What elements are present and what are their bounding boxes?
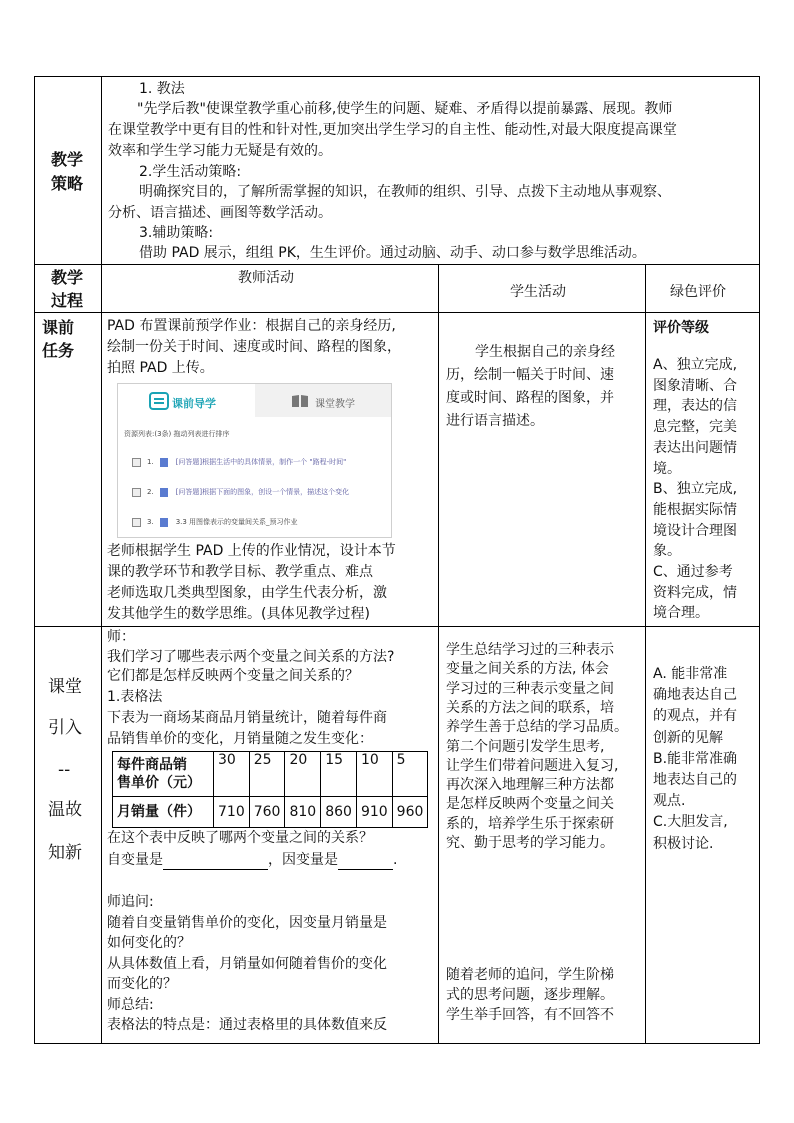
- intro-label: --: [58, 760, 71, 780]
- preclass-student-line: 学生根据自己的亲身经: [475, 344, 615, 360]
- intro-label: 课堂: [48, 677, 82, 697]
- intro-student-line: 究、勤于思考的学习能力。: [446, 835, 614, 851]
- sales-cell: 960: [392, 797, 428, 828]
- independent-blank[interactable]: [163, 851, 268, 870]
- sales-cell: 910: [356, 797, 392, 828]
- intro-evaluation-line: B.能非常准确: [653, 750, 738, 767]
- evaluation-line: 象。: [653, 543, 681, 560]
- intro-teacher-line-b: 表格法的特点是：通过表格里的具体数值来反: [107, 1017, 387, 1033]
- resource-list-label: 资源列表:(3条) 拖动列表进行排序: [124, 430, 230, 438]
- strategy-header-2: 策略: [51, 174, 84, 193]
- intro-teacher-line: 它们都是怎样反映两个变量之间关系的？: [107, 668, 359, 684]
- sales-table: [112, 751, 428, 828]
- item-text: [问答题]根据生活中的具体情景，制作一个 "路程-时间": [175, 458, 347, 466]
- col-divider-1: [101, 76, 102, 1044]
- period: .: [393, 852, 398, 868]
- table-border-top: [34, 76, 760, 77]
- evaluation-line: C、通过参考: [653, 564, 733, 580]
- row-divider-header: [34, 312, 760, 313]
- sales-cell: 760: [249, 797, 285, 828]
- preclass-teacher-line2: 老师根据学生 PAD 上传的作业情况，设计本节: [107, 543, 396, 559]
- intro-variables-line: [107, 850, 397, 870]
- intro-teacher-line-b: 师总结:: [107, 997, 154, 1013]
- intro-student-line: 再次深入地理解三种方法都: [446, 777, 614, 794]
- col-divider-2: [438, 264, 439, 1044]
- tab-classroom-teaching[interactable]: [255, 384, 391, 417]
- intro-evaluation-line: A. 能非常准: [653, 666, 728, 682]
- evaluation-line: 图象清晰、合: [653, 377, 737, 394]
- intro-teacher-line-b: 从具体数值上看，月销量如何随着售价的变化: [107, 956, 387, 972]
- evaluation-line: 理，表达的信: [653, 398, 737, 415]
- item-number: 1.: [147, 458, 154, 466]
- price-cell: 25: [249, 752, 285, 797]
- strategy-line: 2.学生活动策略:: [139, 164, 242, 180]
- tab-classroom-label: 课堂教学: [315, 399, 355, 410]
- evaluation-line: 境设计合理图: [653, 522, 737, 539]
- intro-teacher-line-b: 师追问:: [107, 894, 154, 910]
- intro-student-line: 养学生善于总结的学习品质。: [446, 719, 628, 736]
- table-row: [113, 752, 428, 797]
- strategy-header-1: 教学: [51, 150, 84, 169]
- preclass-student-line: 进行语言描述。: [446, 413, 544, 429]
- item-text: 3.3 用图像表示的变量间关系_预习作业: [175, 518, 298, 526]
- intro-evaluation-line: 地表达自己的: [653, 772, 737, 788]
- evaluation-line: A、独立完成,: [653, 357, 738, 373]
- price-header: [113, 752, 214, 797]
- resource-item[interactable]: [132, 457, 346, 467]
- preclass-teacher-line: 绘制一份关于时间、速度或时间、路程的图象，: [107, 339, 401, 355]
- evaluation-level-title: 评价等级: [653, 320, 709, 336]
- intro-student-line: 第二个问题引发学生思考,: [446, 738, 605, 755]
- item-number: 2.: [147, 488, 154, 496]
- intro-evaluation-line: 确地表达自己: [653, 687, 737, 704]
- table-border-left: [34, 76, 35, 1044]
- intro-teacher-line: 品销售单价的变化，月销量随之发生变化：: [107, 731, 373, 747]
- document-icon: [160, 488, 168, 497]
- intro-student-line: 让学生们带着问题进入复习,: [446, 757, 619, 774]
- intro-student-line: 变量之间关系的方法, 体会: [446, 661, 609, 678]
- price-header-line: 售单价（元）: [117, 775, 201, 791]
- document-icon: [160, 518, 168, 527]
- intro-student-line: 系的，培养学生乐于探索研: [446, 815, 614, 832]
- dependent-blank[interactable]: [338, 851, 393, 870]
- sales-cell: 710: [214, 797, 250, 828]
- intro-evaluation-line: 积极讨论.: [653, 835, 714, 852]
- independent-label: 自变量是: [107, 852, 163, 868]
- intro-student-line: 式的思考问题，逐步理解。: [446, 987, 614, 1003]
- preclass-student-line: 度或时间、路程的图象，并: [446, 390, 614, 406]
- strategy-line: 1. 教法: [139, 81, 185, 97]
- price-cell: 15: [321, 752, 357, 797]
- intro-evaluation-line: C.大胆发言,: [653, 814, 728, 831]
- table-border-right: [759, 76, 760, 264]
- strategy-line: 3.辅助策略:: [139, 225, 214, 241]
- intro-student-line: 随着老师的追问，学生阶梯: [446, 967, 614, 983]
- intro-evaluation-line: 的观点，并有: [653, 708, 737, 725]
- intro-teacher-line: 师：: [107, 629, 135, 645]
- preclass-teacher-line2: 老师选取几类典型图象，由学生代表分析，激: [107, 585, 387, 601]
- teacher-activity-header: 教师活动: [238, 270, 294, 286]
- checkbox-icon[interactable]: [132, 518, 141, 527]
- book-icon: [291, 394, 309, 408]
- evaluation-line: 表达出问题情: [653, 439, 737, 456]
- intro-teacher-line: 下表为一商场某商品月销量统计，随着每件商: [107, 710, 387, 726]
- dependent-label: ，因变量是: [268, 852, 338, 868]
- table-row: [113, 797, 428, 828]
- intro-teacher-line-b: 随着自变量销售单价的变化，因变量月销量是: [107, 915, 387, 931]
- sales-cell: 810: [285, 797, 321, 828]
- student-activity-header: 学生活动: [510, 284, 566, 300]
- intro-evaluation-line: 创新的见解: [653, 729, 723, 746]
- intro-teacher-line: 1.表格法: [107, 689, 163, 705]
- intro-teacher-line-b: 而变化的？: [107, 976, 177, 992]
- item-number: 3.: [147, 518, 154, 526]
- evaluation-line: B、独立完成,: [653, 481, 738, 498]
- process-header-2: 过程: [51, 291, 84, 310]
- item-text: [问答题]根据下面的图象，创设一个情景，描述这个变化: [175, 488, 350, 496]
- evaluation-line: 息完整，完美: [653, 419, 737, 436]
- strategy-line: 借助 PAD 展示，组组 PK，生生评价。通过动脑、动手、动口参与数学思维活动。: [139, 245, 646, 261]
- strategy-line: 在课堂教学中更有目的性和针对性,更加突出学生学习的自主性、能动性,对最大限度提高课堂: [108, 122, 677, 138]
- intro-student-line: 学习过的三种表示变量之间: [446, 680, 614, 697]
- resource-item[interactable]: [132, 487, 349, 497]
- strategy-line: 效率和学生学习能力无疑是有效的。: [108, 143, 332, 159]
- col-divider-3: [645, 264, 646, 1044]
- strategy-line: "先学后教"使课堂教学重心前移,使学生的问题、疑难、矛盾得以提前暴露、展现。教师: [137, 101, 673, 117]
- row-divider-preclass: [34, 626, 760, 627]
- intro-student-line: 关系的方法之间的联系，培: [446, 699, 614, 716]
- pad-screenshot: [117, 383, 392, 538]
- intro-question: 在这个表中反映了哪两个变量之间的关系？: [107, 830, 373, 846]
- preclass-teacher-line2: 课的教学环节和教学目标、教学重点、难点: [107, 564, 373, 580]
- checkbox-icon[interactable]: [132, 488, 141, 497]
- intro-student-line: 学生总结学习过的三种表示: [446, 642, 614, 658]
- green-evaluation-header: 绿色评价: [670, 284, 726, 300]
- tab-pre-class-label: 课前导学: [172, 397, 216, 410]
- evaluation-line: 境合理。: [653, 605, 709, 622]
- table-border-right-lower: [759, 264, 760, 1044]
- document-icon: [160, 458, 168, 467]
- price-cell: 20: [285, 752, 321, 797]
- strategy-line: 分析、语言描述、画图等数学活动。: [108, 205, 332, 221]
- preclass-label-1: 课前: [42, 318, 75, 337]
- row-divider-strategy: [34, 264, 760, 265]
- intro-teacher-line: 我们学习了哪些表示两个变量之间关系的方法?: [107, 649, 395, 665]
- intro-label: 知新: [48, 843, 82, 863]
- preclass-teacher-line: PAD 布置课前预学作业：根据自己的亲身经历,: [107, 318, 396, 334]
- resource-item[interactable]: [132, 517, 298, 527]
- intro-label: 温故: [48, 800, 82, 820]
- price-cell: 10: [356, 752, 392, 797]
- price-cell: 30: [214, 752, 250, 797]
- intro-student-line: 是怎样反映两个变量之间关: [446, 796, 614, 813]
- sales-header: 月销量（件）: [113, 797, 214, 828]
- checkbox-icon[interactable]: [132, 458, 141, 467]
- strategy-line: 明确探究目的，了解所需掌握的知识，在教师的组织、引导、点拨下主动地从事观察、: [139, 184, 671, 200]
- price-header-line: 每件商品销: [117, 757, 187, 773]
- book-open-icon: [148, 391, 170, 411]
- table-border-bottom: [34, 1043, 760, 1044]
- price-cell: 5: [392, 752, 428, 797]
- evaluation-line: 资料完成，情: [653, 584, 737, 601]
- preclass-label-2: 任务: [42, 341, 75, 360]
- process-header-1: 教学: [51, 268, 84, 287]
- preclass-teacher-line2: 发其他学生的数学思维。(具体见教学过程): [107, 606, 370, 622]
- preclass-teacher-line: 拍照 PAD 上传。: [107, 360, 214, 376]
- preclass-student-line: 历，绘制一幅关于时间、速: [446, 367, 614, 383]
- evaluation-line: 境。: [653, 460, 681, 477]
- intro-evaluation-line: 观点.: [653, 793, 686, 810]
- intro-label: 引入: [48, 718, 82, 738]
- intro-student-line: 学生举手回答，有不回答不: [446, 1007, 614, 1023]
- sales-cell: 860: [321, 797, 357, 828]
- evaluation-line: 能根据实际情: [653, 501, 737, 518]
- intro-teacher-line-b: 如何变化的？: [107, 935, 191, 951]
- tab-pre-class-guide[interactable]: [118, 384, 255, 417]
